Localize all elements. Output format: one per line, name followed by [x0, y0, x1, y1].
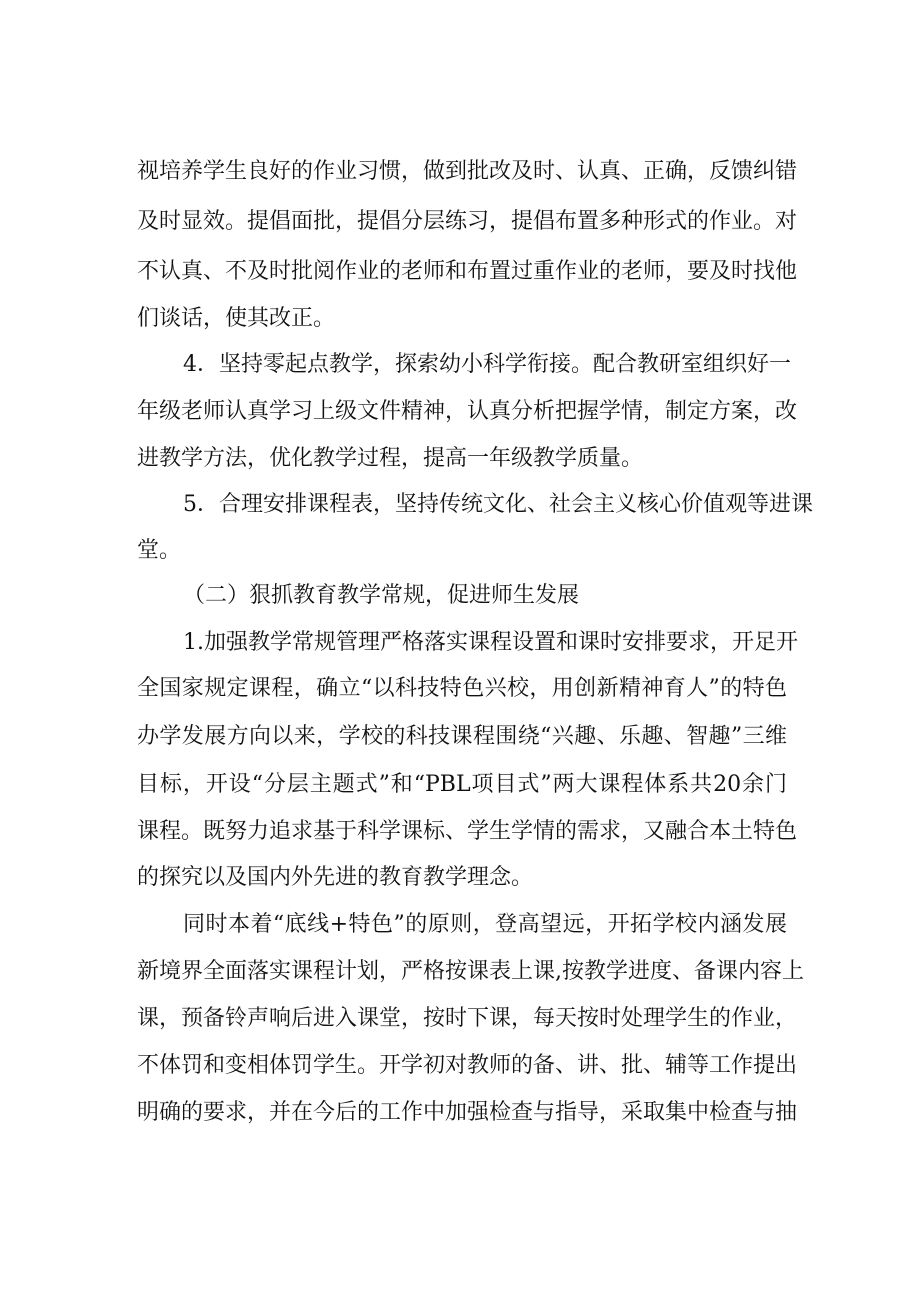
text-line: 的探究以及国内外先进的教育教学理念。 [137, 865, 534, 890]
text-line: 办学发展方向以来，学校的科技课程围绕“兴趣、乐趣、智趣”三维 [137, 724, 787, 749]
text-line: 不认真、不及时批阅作业的老师和布置过重作业的老师，要及时找他 [137, 259, 798, 284]
text-line: 视培养学生良好的作业习惯，做到批改及时、认真、正确，反馈纠错 [137, 159, 798, 184]
paragraph-first-line: 5．合理安排课程表，坚持传统文化、社会主义核心价值观等进课 [183, 492, 813, 517]
paragraph-first-line: 1.加强教学常规管理严格落实课程设置和课时安排要求，开足开 [183, 630, 798, 655]
text-line: 们谈话，使其改正。 [137, 306, 336, 331]
paragraph-first-line: 4．坚持零起点教学，探索幼小科学衔接。配合教研室组织好一 [183, 352, 791, 377]
text-line: 课，预备铃声响后进入课堂，按时下课，每天按时处理学生的作业， [137, 1006, 798, 1031]
text-line: 新境界全面落实课程计划，严格按课表上课,按教学进度、备课内容上 [137, 959, 804, 984]
text-line: 明确的要求，并在今后的工作中加强检查与指导，采取集中检查与抽 [137, 1100, 798, 1125]
text-line: 进教学方法，优化教学过程，提高一年级教学质量。 [137, 446, 644, 471]
text-line: 年级老师认真学习上级文件精神，认真分析把握学情，制定方案，改 [137, 399, 798, 424]
text-line: 堂。 [137, 538, 182, 563]
section-heading: （二）狠抓教育教学常规，促进师生发展 [183, 583, 580, 608]
paragraph-first-line: 同时本着“底线+特色”的原则，登高望远，开拓学校内涵发展 [183, 912, 787, 937]
text-line: 不体罚和变相体罚学生。开学初对教师的备、讲、批、辅等工作提出 [137, 1053, 798, 1078]
text-line: 全国家规定课程，确立“以科技特色兴校，用创新精神育人”的特色 [137, 676, 787, 701]
text-line: 课程。既努力追求基于科学课标、学生学情的需求，又融合本土特色 [137, 819, 798, 844]
text-line: 目标，开设“分层主题式”和“PBL项目式”两大课程体系共20余门 [137, 772, 787, 797]
text-line: 及时显效。提倡面批，提倡分层练习，提倡布置多种形式的作业。对 [137, 209, 798, 234]
